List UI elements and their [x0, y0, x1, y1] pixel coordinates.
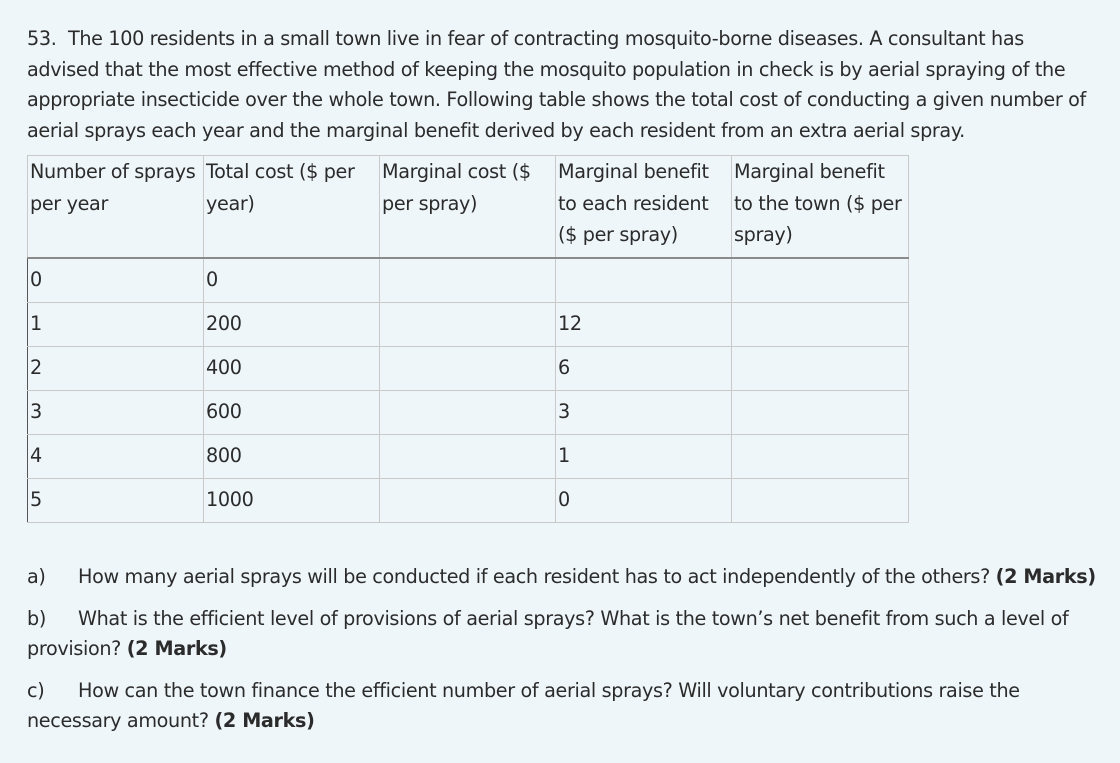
table-cell: 200 [204, 303, 380, 347]
table-cell: 3 [28, 391, 204, 435]
table-cell: 3 [556, 391, 732, 435]
table-cell: 1000 [204, 479, 380, 523]
question-container [27, 24, 1097, 748]
question-body: The 100 residents in a small town live in fear of contracting mosquito-borne diseases. A consultant has advised that the most effective method of keeping the mosquito population in check is by aerial spraying of the appropriate insecticide over the whole town. Following table shows the total cost of conducting a given number of aerial sprays each year and the marginal benefit derived by each resident from an extra aerial spray. [27, 27, 1086, 142]
sub-question-a [27, 562, 1097, 593]
table-cell: 0 [556, 479, 732, 523]
sub-question-text: How can the town finance the efficient number of aerial sprays? Will voluntary contributions raise the necessary amount? [27, 678, 1020, 733]
table-cell [380, 435, 556, 479]
column-header: Marginal benefit to the town ($ per spray) [732, 156, 909, 259]
table-row [28, 347, 909, 391]
sub-question-label: c) [27, 678, 45, 702]
table-cell [732, 479, 909, 523]
table-cell [732, 435, 909, 479]
sub-question-marks: (2 Marks) [126, 637, 227, 661]
table-row [28, 391, 909, 435]
table-row [28, 258, 909, 303]
table-cell [732, 303, 909, 347]
table-cell [732, 347, 909, 391]
sub-question-text: What is the efficient level of provisions of aerial sprays? What is the town’s net benefit from such a level of provision? [27, 606, 1069, 661]
table-cell: 800 [204, 435, 380, 479]
table-cell: 600 [204, 391, 380, 435]
question-text [27, 24, 1097, 146]
sub-question-text: How many aerial sprays will be conducted if each resident has to act independently of the others? [78, 565, 990, 589]
sub-question-b [27, 604, 1097, 665]
table-cell: 1 [28, 303, 204, 347]
table-cell [732, 258, 909, 303]
sub-question-label: a) [27, 565, 46, 589]
sub-question-label: b) [27, 606, 46, 630]
table-cell: 5 [28, 479, 204, 523]
table-cell: 400 [204, 347, 380, 391]
table-cell [380, 479, 556, 523]
table-cell: 2 [28, 347, 204, 391]
table-cell [380, 303, 556, 347]
table-row [28, 479, 909, 523]
table-cell [380, 391, 556, 435]
sub-question-c [27, 676, 1097, 737]
sub-question-marks: (2 Marks) [995, 565, 1096, 589]
sub-question-marks: (2 Marks) [214, 709, 315, 733]
column-header: Marginal benefit to each resident ($ per spray) [556, 156, 732, 259]
table-cell [732, 391, 909, 435]
table-cell: 0 [204, 258, 380, 303]
column-header: Total cost ($ per year) [204, 156, 380, 259]
column-header: Number of sprays per year [28, 156, 204, 259]
table-cell: 4 [28, 435, 204, 479]
table-cell: 1 [556, 435, 732, 479]
table-cell [380, 258, 556, 303]
table-cell: 6 [556, 347, 732, 391]
data-table [27, 155, 909, 523]
table-row [28, 435, 909, 479]
table-cell: 12 [556, 303, 732, 347]
column-header: Marginal cost ($ per spray) [380, 156, 556, 259]
table-cell: 0 [28, 258, 204, 303]
table-header-row [28, 156, 909, 259]
table-cell [380, 347, 556, 391]
table-row [28, 303, 909, 347]
table-cell [556, 258, 732, 303]
sub-questions [27, 562, 1097, 737]
question-number: 53. [27, 27, 57, 50]
